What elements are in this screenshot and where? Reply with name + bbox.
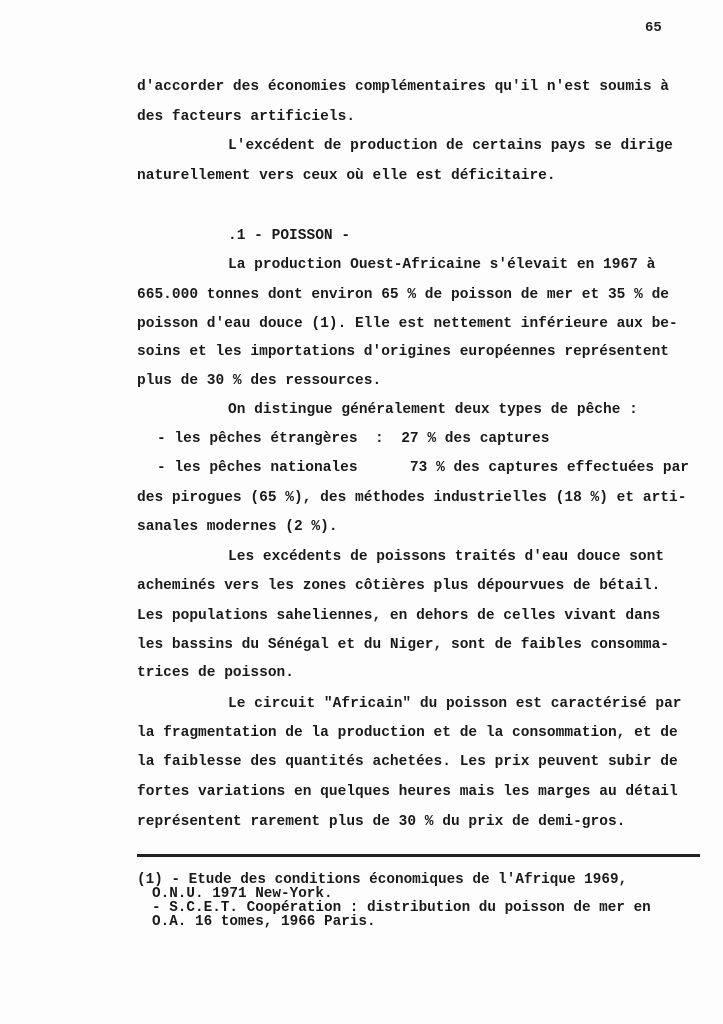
- paragraph-start: On distingue généralement deux types de pêche :: [228, 402, 638, 418]
- list-item: - les pêches nationales 73 % des captures effectuées par: [157, 460, 690, 476]
- footnote-line: - S.C.E.T. Coopération : distribution du poisson de mer en: [152, 900, 651, 916]
- text-line: des facteurs artificiels.: [137, 109, 356, 125]
- text-line: naturellement vers ceux où elle est déficitaire.: [137, 168, 556, 184]
- text-line: plus de 30 % des ressources.: [137, 373, 382, 389]
- footnote-line: (1) - Etude des conditions économiques de l'Afrique 1969,: [137, 872, 628, 888]
- text-line: représentent rarement plus de 30 % du prix de demi-gros.: [137, 814, 626, 830]
- text-line: la faiblesse des quantités achetées. Les prix peuvent subir de: [137, 754, 678, 770]
- footnote-line: O.N.U. 1971 New-York.: [152, 886, 333, 902]
- page-number: 65: [645, 20, 662, 36]
- paragraph-start: L'excédent de production de certains pays se dirige: [228, 138, 673, 154]
- text-line: des pirogues (65 %), des méthodes industrielles (18 %) et arti-: [137, 490, 687, 506]
- text-line: la fragmentation de la production et de la consommation, et de: [137, 725, 678, 741]
- text-line: fortes variations en quelques heures mais les marges au détail: [137, 784, 678, 800]
- footnote-separator: [137, 854, 700, 857]
- footnote-line: O.A. 16 tomes, 1966 Paris.: [152, 914, 376, 930]
- text-line: les bassins du Sénégal et du Niger, sont de faibles consomma-: [137, 637, 670, 653]
- paragraph-start: Les excédents de poissons traités d'eau douce sont: [228, 549, 665, 565]
- text-line: 665.000 tonnes dont environ 65 % de poisson de mer et 35 % de: [137, 287, 670, 303]
- text-line: d'accorder des économies complémentaires qu'il n'est soumis à: [137, 79, 670, 95]
- paragraph-start: La production Ouest-Africaine s'élevait en 1967 à: [228, 257, 656, 273]
- text-line: poisson d'eau douce (1). Elle est nettement inférieure aux be-: [137, 316, 678, 332]
- text-line: trices de poisson.: [137, 665, 294, 681]
- text-line: Les populations saheliennes, en dehors de celles vivant dans: [137, 608, 661, 624]
- text-line: sanales modernes (2 %).: [137, 519, 338, 535]
- paragraph-start: Le circuit "Africain" du poisson est caractérisé par: [228, 696, 682, 712]
- section-heading: .1 - POISSON -: [228, 228, 351, 244]
- text-line: acheminés vers les zones côtières plus dépourvues de bétail.: [137, 578, 661, 594]
- list-item: - les pêches étrangères : 27 % des captures: [157, 431, 550, 447]
- text-line: soins et les importations d'origines européennes représentent: [137, 344, 670, 360]
